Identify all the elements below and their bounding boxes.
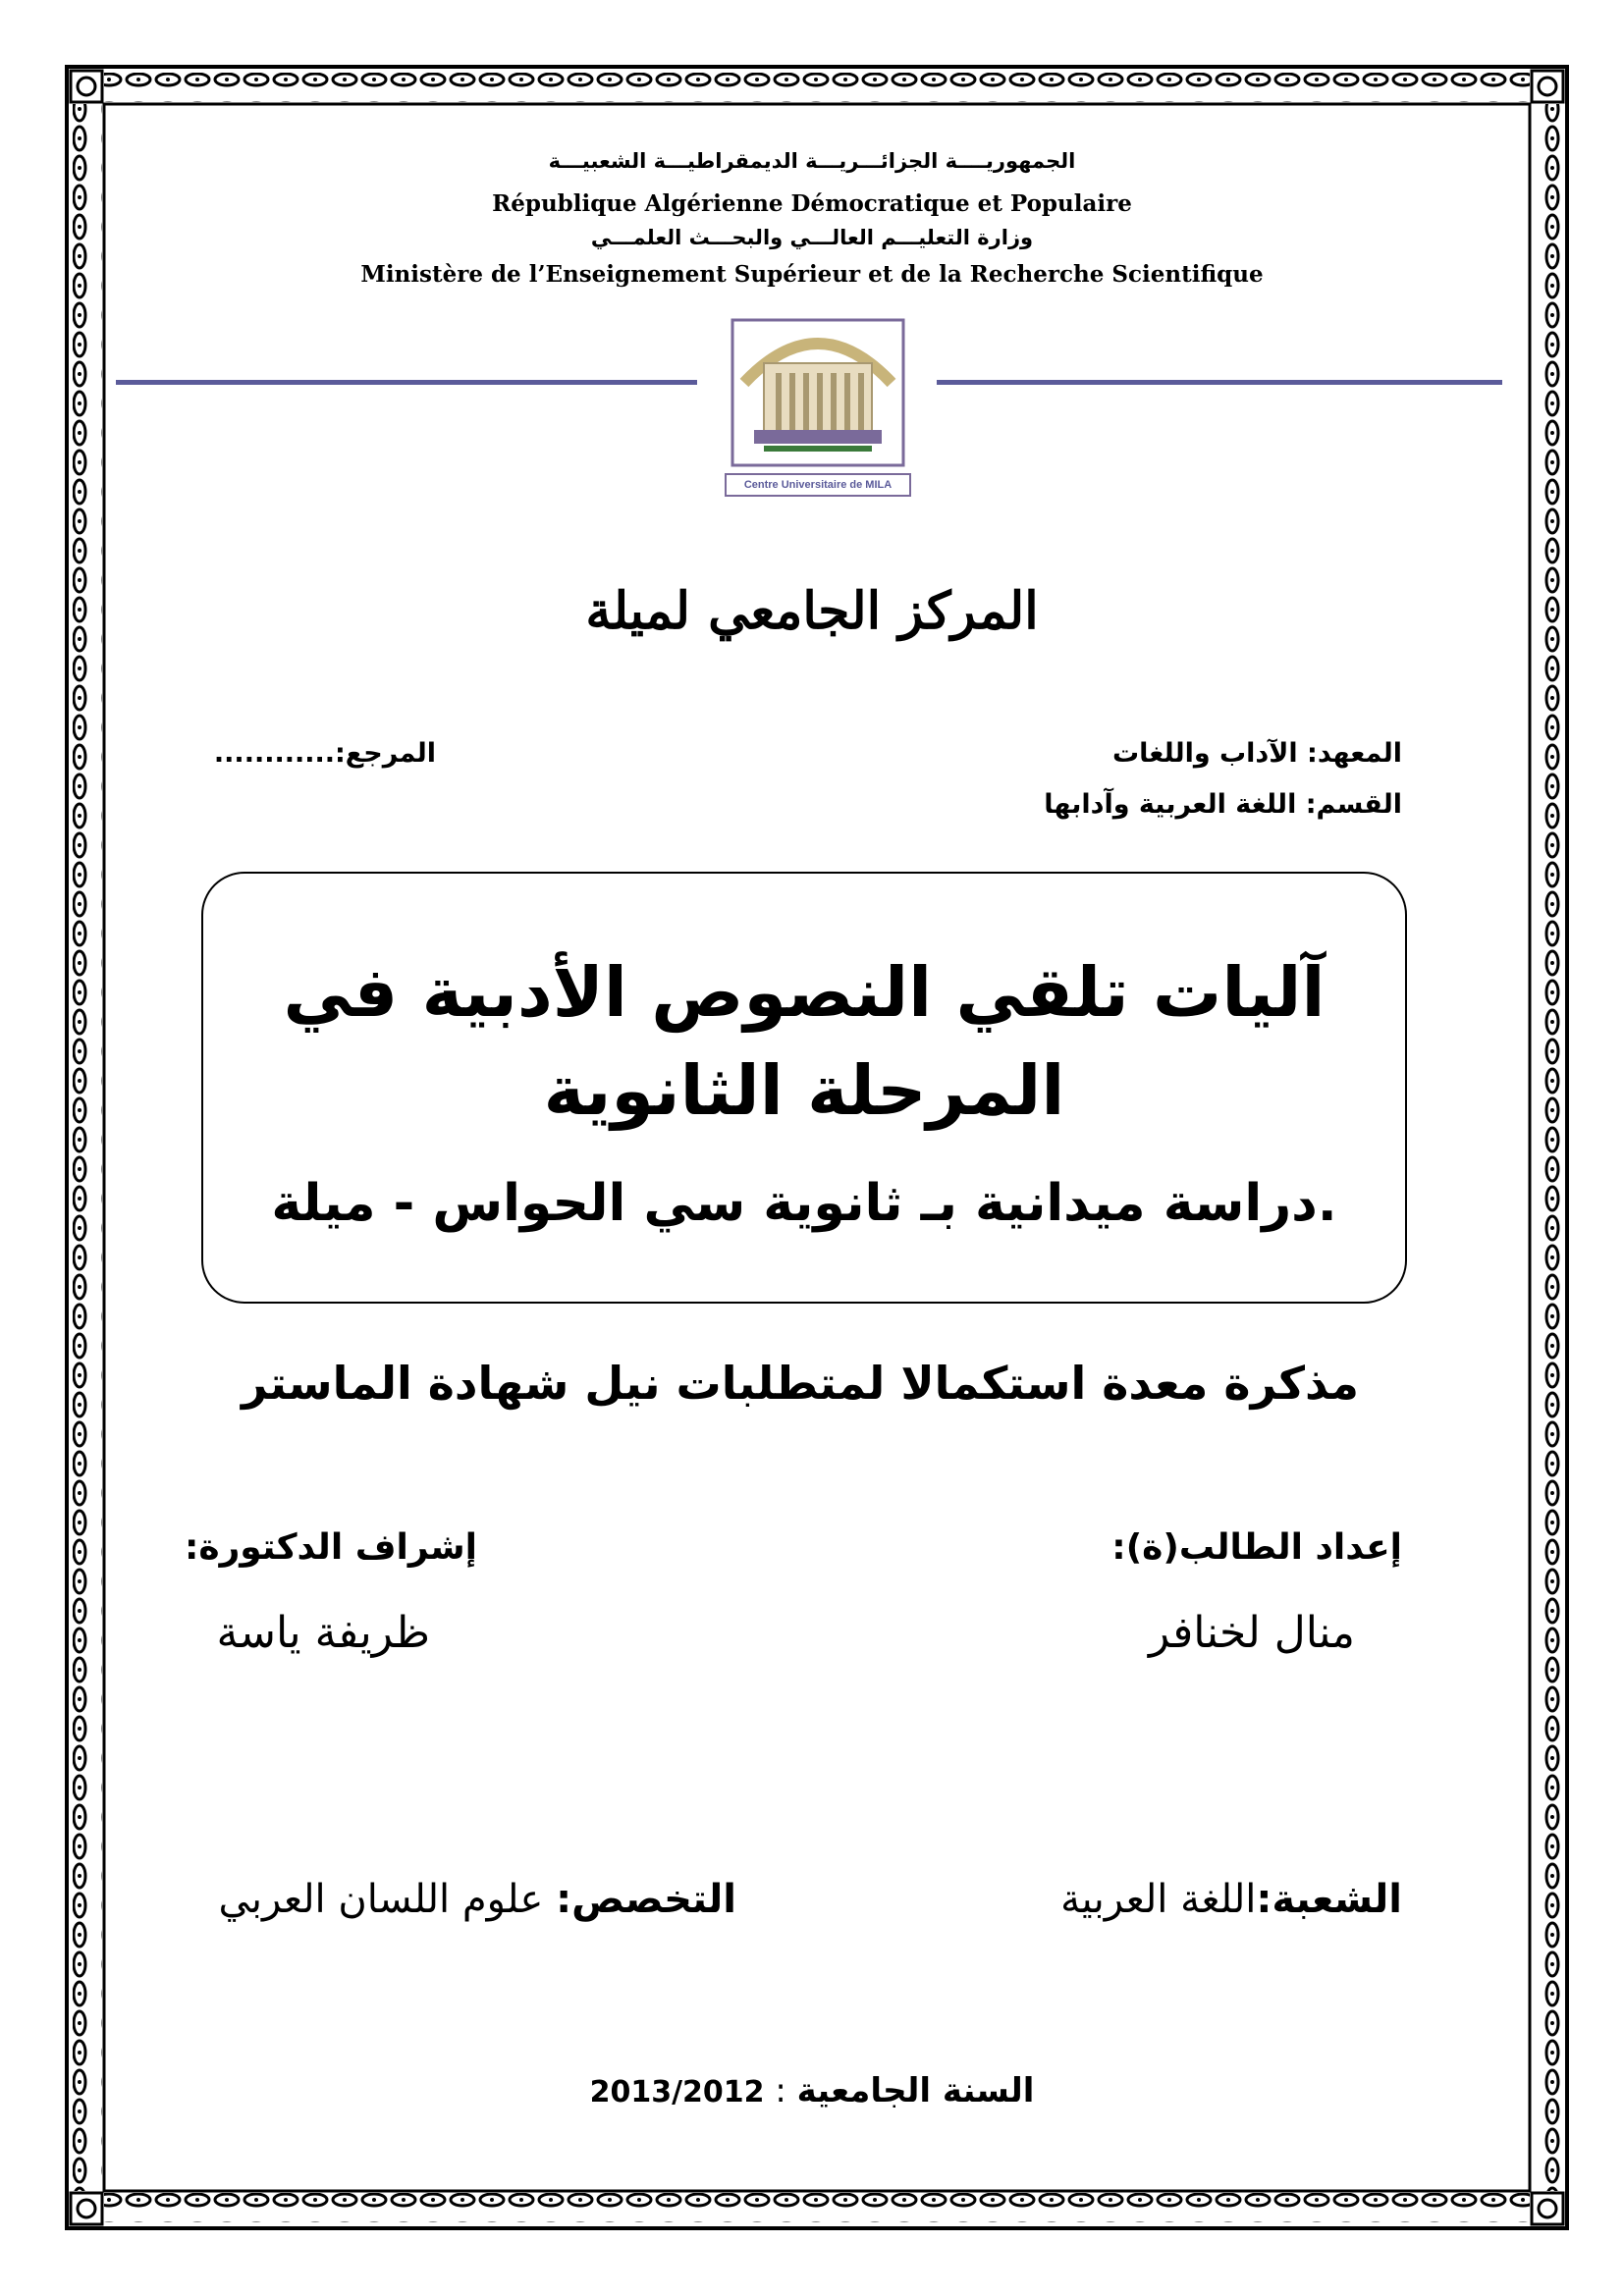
student-name: منال لخنافر [1148,1608,1355,1658]
academic-year-value: 2013/2012 [589,2075,765,2109]
supervisor-name: ظريفة ياسة [216,1608,430,1658]
header-republic-fr: République Algérienne Démocratique et Populaire [492,190,1132,217]
branch-label: الشعبة: [1256,1877,1402,1922]
header-ministry-fr: Ministère de l’Enseignement Supérieur et de la Recherche Scientifique [360,261,1264,288]
university-building-icon [725,314,911,469]
degree-note: مذكرة معدة استكمالا لمتطلبات نيل شهادة الماستر [241,1357,1359,1410]
thesis-title-line2: المرحلة الثانوية [543,1050,1065,1131]
logo-caption: Centre Universitaire de MILA [725,473,911,497]
reference-label: المرجع:............ [213,738,436,769]
academic-year-line [0,2071,1624,2110]
header-republic-ar: الجمهوريــــة الجزائـــريـــة الديمقراطيـــة الشعبيـــة [548,149,1076,173]
branch-line [884,1877,1402,1922]
thesis-subtitle: دراسة ميدانية بـ ثانوية سي الحواس - ميلة. [271,1174,1337,1233]
academic-year-separator: : [764,2071,797,2110]
thesis-title-line1: آليات تلقي النصوص الأدبية في [283,952,1326,1033]
institution-name: المركز الجامعي لميلة [585,581,1039,641]
specialty-value: علوم اللسان العربي [218,1877,557,1922]
header-ministry-ar: وزارة التعليـــم العالـــي والبحـــث العلمـــي [590,226,1034,249]
branch-value: اللغة العربية [1060,1877,1257,1922]
university-logo [725,314,911,496]
specialty-line [137,1877,736,1922]
institute-label: المعهد: الآداب واللغات [1111,738,1402,769]
supervisor-label: إشراف الدكتورة: [184,1527,477,1568]
student-label: إعداد الطالب(ة): [1111,1527,1402,1568]
header-rule-left [116,380,697,385]
specialty-label: التخصص: [556,1877,736,1922]
academic-year-label: السنة الجامعية [796,2071,1035,2110]
department-label: القسم: اللغة العربية وآدابها [1044,789,1402,820]
header-rule-right [937,380,1502,385]
